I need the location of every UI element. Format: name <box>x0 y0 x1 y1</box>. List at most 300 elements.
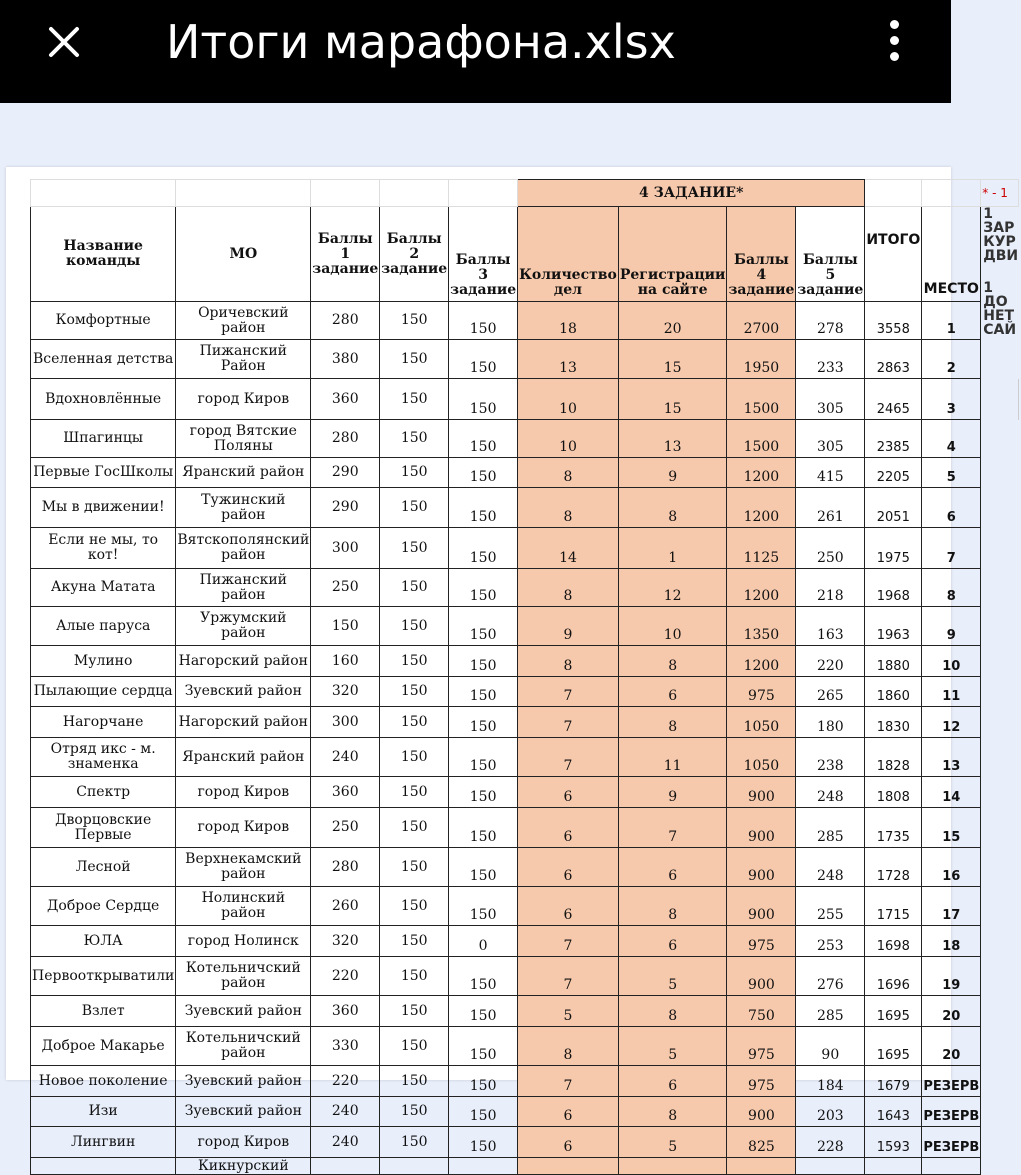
score4-cell[interactable]: 1200 <box>727 488 796 528</box>
place-cell[interactable]: 7 <box>922 528 981 569</box>
mo-cell[interactable]: город Нолинск <box>176 926 311 957</box>
score5-cell[interactable] <box>796 1158 865 1175</box>
count-cell[interactable]: 7 <box>518 1066 619 1097</box>
count-cell[interactable]: 8 <box>518 1027 619 1066</box>
count-cell[interactable]: 5 <box>518 996 619 1027</box>
total-cell[interactable]: 1828 <box>865 738 922 777</box>
score5-cell[interactable]: 415 <box>796 458 865 488</box>
total-cell[interactable]: 2205 <box>865 458 922 488</box>
score4-cell[interactable]: 900 <box>727 777 796 808</box>
team-name-cell[interactable]: Отряд икс - м. знаменка <box>31 738 176 777</box>
score2-cell[interactable]: 150 <box>380 738 449 777</box>
team-name-cell[interactable]: Шпагинцы <box>31 420 176 458</box>
score2-cell[interactable]: 150 <box>380 1066 449 1097</box>
score3-cell[interactable]: 150 <box>449 777 518 808</box>
score2-cell[interactable]: 150 <box>380 302 449 340</box>
mo-cell[interactable]: Зуевский район <box>176 677 311 707</box>
score4-cell[interactable]: 900 <box>727 808 796 848</box>
total-cell[interactable]: 1593 <box>865 1127 922 1158</box>
score1-cell[interactable]: 330 <box>311 1027 380 1066</box>
place-cell[interactable]: 11 <box>922 677 981 707</box>
place-cell[interactable]: 5 <box>922 458 981 488</box>
score3-cell[interactable]: 150 <box>449 488 518 528</box>
place-cell[interactable]: 6 <box>922 488 981 528</box>
mo-cell[interactable]: Кикнурский <box>176 1158 311 1175</box>
score3-cell[interactable]: 150 <box>449 848 518 887</box>
score1-cell[interactable]: 160 <box>311 646 380 677</box>
table-row[interactable] <box>31 646 1021 677</box>
score2-cell[interactable]: 150 <box>380 607 449 646</box>
table-row[interactable] <box>31 777 1021 808</box>
score5-cell[interactable]: 248 <box>796 777 865 808</box>
count-cell[interactable]: 6 <box>518 848 619 887</box>
registrations-cell[interactable]: 6 <box>618 677 727 707</box>
count-cell[interactable] <box>518 1158 619 1175</box>
total-cell[interactable]: 1679 <box>865 1066 922 1097</box>
score3-cell[interactable]: 150 <box>449 379 518 420</box>
score1-cell[interactable]: 360 <box>311 777 380 808</box>
table-row[interactable] <box>31 488 1021 528</box>
score4-cell[interactable]: 1050 <box>727 738 796 777</box>
score1-cell[interactable]: 220 <box>311 957 380 996</box>
score5-cell[interactable]: 218 <box>796 569 865 607</box>
table-row[interactable] <box>31 1158 1021 1175</box>
total-cell[interactable]: 1728 <box>865 848 922 887</box>
score1-cell[interactable]: 290 <box>311 458 380 488</box>
score3-cell[interactable]: 150 <box>449 677 518 707</box>
count-cell[interactable]: 6 <box>518 1127 619 1158</box>
place-cell[interactable]: 20 <box>922 996 981 1027</box>
count-cell[interactable]: 8 <box>518 458 619 488</box>
place-cell[interactable]: 18 <box>922 926 981 957</box>
score3-cell[interactable]: 150 <box>449 302 518 340</box>
registrations-cell[interactable]: 8 <box>618 996 727 1027</box>
table-row[interactable] <box>31 379 1021 420</box>
team-name-cell[interactable] <box>31 1158 176 1175</box>
registrations-cell[interactable]: 8 <box>618 1097 727 1127</box>
team-name-cell[interactable]: Пылающие сердца <box>31 677 176 707</box>
table-row[interactable] <box>31 848 1021 887</box>
score4-cell[interactable]: 975 <box>727 1027 796 1066</box>
registrations-cell[interactable]: 8 <box>618 488 727 528</box>
mo-cell[interactable]: Котельничский район <box>176 957 311 996</box>
score2-cell[interactable]: 150 <box>380 340 449 379</box>
mo-cell[interactable]: Пижанский район <box>176 569 311 607</box>
score5-cell[interactable]: 233 <box>796 340 865 379</box>
score4-cell[interactable]: 750 <box>727 996 796 1027</box>
score2-cell[interactable]: 150 <box>380 1127 449 1158</box>
place-cell[interactable]: 10 <box>922 646 981 677</box>
score3-cell[interactable] <box>449 1158 518 1175</box>
score2-cell[interactable]: 150 <box>380 528 449 569</box>
registrations-cell[interactable]: 7 <box>618 808 727 848</box>
mo-cell[interactable]: Вятскополянский район <box>176 528 311 569</box>
count-cell[interactable]: 10 <box>518 379 619 420</box>
score2-cell[interactable]: 150 <box>380 926 449 957</box>
registrations-cell[interactable]: 12 <box>618 569 727 607</box>
score3-cell[interactable]: 150 <box>449 738 518 777</box>
registrations-cell[interactable]: 9 <box>618 777 727 808</box>
score5-cell[interactable]: 163 <box>796 607 865 646</box>
total-cell[interactable]: 1880 <box>865 646 922 677</box>
score4-cell[interactable]: 1950 <box>727 340 796 379</box>
mo-cell[interactable]: Нолинский район <box>176 887 311 926</box>
table-row[interactable] <box>31 340 1021 379</box>
total-cell[interactable]: 1830 <box>865 707 922 738</box>
place-cell[interactable] <box>922 1158 981 1175</box>
registrations-cell[interactable]: 10 <box>618 607 727 646</box>
score3-cell[interactable]: 150 <box>449 340 518 379</box>
score4-cell[interactable]: 1200 <box>727 458 796 488</box>
registrations-cell[interactable]: 8 <box>618 887 727 926</box>
score3-cell[interactable]: 150 <box>449 1127 518 1158</box>
total-cell[interactable]: 1735 <box>865 808 922 848</box>
count-cell[interactable]: 14 <box>518 528 619 569</box>
score1-cell[interactable]: 320 <box>311 926 380 957</box>
place-cell[interactable]: 15 <box>922 808 981 848</box>
score4-cell[interactable]: 2700 <box>727 302 796 340</box>
count-cell[interactable]: 13 <box>518 340 619 379</box>
team-name-cell[interactable]: Акуна Матата <box>31 569 176 607</box>
score5-cell[interactable]: 261 <box>796 488 865 528</box>
score4-cell[interactable]: 975 <box>727 926 796 957</box>
score2-cell[interactable]: 150 <box>380 777 449 808</box>
score4-cell[interactable]: 1200 <box>727 569 796 607</box>
count-cell[interactable]: 7 <box>518 957 619 996</box>
mo-cell[interactable]: город Киров <box>176 1127 311 1158</box>
score3-cell[interactable]: 150 <box>449 528 518 569</box>
score3-cell[interactable]: 150 <box>449 808 518 848</box>
table-row[interactable] <box>31 528 1021 569</box>
score4-cell[interactable]: 900 <box>727 957 796 996</box>
score2-cell[interactable]: 150 <box>380 957 449 996</box>
total-cell[interactable]: 1695 <box>865 996 922 1027</box>
table-row[interactable] <box>31 1127 1021 1158</box>
score3-cell[interactable]: 150 <box>449 887 518 926</box>
score1-cell[interactable]: 240 <box>311 1097 380 1127</box>
score5-cell[interactable]: 278 <box>796 302 865 340</box>
mo-cell[interactable]: Пижанский Район <box>176 340 311 379</box>
total-cell[interactable]: 1968 <box>865 569 922 607</box>
registrations-cell[interactable]: 11 <box>618 738 727 777</box>
registrations-cell[interactable]: 15 <box>618 340 727 379</box>
score5-cell[interactable]: 305 <box>796 379 865 420</box>
score2-cell[interactable]: 150 <box>380 1097 449 1127</box>
team-name-cell[interactable]: Если не мы, то кот! <box>31 528 176 569</box>
place-cell[interactable]: РЕЗЕРВ <box>922 1097 981 1127</box>
total-cell[interactable]: 1696 <box>865 957 922 996</box>
score2-cell[interactable]: 150 <box>380 420 449 458</box>
team-name-cell[interactable]: Изи <box>31 1097 176 1127</box>
score1-cell[interactable]: 260 <box>311 887 380 926</box>
total-cell[interactable]: 1698 <box>865 926 922 957</box>
registrations-cell[interactable] <box>618 1158 727 1175</box>
score4-cell[interactable] <box>727 1158 796 1175</box>
score4-cell[interactable]: 900 <box>727 887 796 926</box>
team-name-cell[interactable]: Спектр <box>31 777 176 808</box>
mo-cell[interactable]: город Вятские Поляны <box>176 420 311 458</box>
score3-cell[interactable]: 150 <box>449 1066 518 1097</box>
score5-cell[interactable]: 265 <box>796 677 865 707</box>
score3-cell[interactable]: 150 <box>449 957 518 996</box>
place-cell[interactable]: 20 <box>922 1027 981 1066</box>
total-cell[interactable]: 2051 <box>865 488 922 528</box>
score2-cell[interactable] <box>380 1158 449 1175</box>
registrations-cell[interactable]: 20 <box>618 302 727 340</box>
table-row[interactable] <box>31 458 1021 488</box>
team-name-cell[interactable]: Комфортные <box>31 302 176 340</box>
score1-cell[interactable]: 250 <box>311 808 380 848</box>
score1-cell[interactable]: 280 <box>311 420 380 458</box>
score3-cell[interactable]: 150 <box>449 707 518 738</box>
registrations-cell[interactable]: 5 <box>618 1127 727 1158</box>
count-cell[interactable]: 6 <box>518 777 619 808</box>
registrations-cell[interactable]: 15 <box>618 379 727 420</box>
score4-cell[interactable]: 825 <box>727 1127 796 1158</box>
place-cell[interactable]: РЕЗЕРВ <box>922 1127 981 1158</box>
table-row[interactable] <box>31 926 1021 957</box>
count-cell[interactable]: 7 <box>518 926 619 957</box>
total-cell[interactable]: 2465 <box>865 379 922 420</box>
score5-cell[interactable]: 253 <box>796 926 865 957</box>
score1-cell[interactable]: 320 <box>311 677 380 707</box>
score5-cell[interactable]: 90 <box>796 1027 865 1066</box>
registrations-cell[interactable]: 8 <box>618 646 727 677</box>
score3-cell[interactable]: 150 <box>449 607 518 646</box>
score1-cell[interactable]: 300 <box>311 528 380 569</box>
place-cell[interactable]: 8 <box>922 569 981 607</box>
score5-cell[interactable]: 276 <box>796 957 865 996</box>
score3-cell[interactable]: 150 <box>449 646 518 677</box>
registrations-cell[interactable]: 5 <box>618 1027 727 1066</box>
registrations-cell[interactable]: 8 <box>618 707 727 738</box>
team-name-cell[interactable]: Первые ГосШколы <box>31 458 176 488</box>
team-name-cell[interactable]: Алые паруса <box>31 607 176 646</box>
count-cell[interactable]: 7 <box>518 677 619 707</box>
registrations-cell[interactable]: 5 <box>618 957 727 996</box>
score1-cell[interactable]: 280 <box>311 302 380 340</box>
team-name-cell[interactable]: Первооткрыватили <box>31 957 176 996</box>
table-row[interactable] <box>31 887 1021 926</box>
registrations-cell[interactable]: 9 <box>618 458 727 488</box>
score1-cell[interactable]: 380 <box>311 340 380 379</box>
count-cell[interactable]: 8 <box>518 488 619 528</box>
score5-cell[interactable]: 305 <box>796 420 865 458</box>
score2-cell[interactable]: 150 <box>380 808 449 848</box>
spreadsheet-view[interactable] <box>6 167 951 1080</box>
score5-cell[interactable]: 180 <box>796 707 865 738</box>
table-row[interactable] <box>31 707 1021 738</box>
score2-cell[interactable]: 150 <box>380 707 449 738</box>
score3-cell[interactable]: 150 <box>449 996 518 1027</box>
score5-cell[interactable]: 250 <box>796 528 865 569</box>
count-cell[interactable]: 7 <box>518 738 619 777</box>
score3-cell[interactable]: 0 <box>449 926 518 957</box>
place-cell[interactable]: 2 <box>922 340 981 379</box>
total-cell[interactable] <box>865 1158 922 1175</box>
count-cell[interactable]: 8 <box>518 646 619 677</box>
score2-cell[interactable]: 150 <box>380 996 449 1027</box>
score5-cell[interactable]: 238 <box>796 738 865 777</box>
count-cell[interactable]: 18 <box>518 302 619 340</box>
place-cell[interactable]: 9 <box>922 607 981 646</box>
score4-cell[interactable]: 1200 <box>727 646 796 677</box>
score4-cell[interactable]: 1125 <box>727 528 796 569</box>
score3-cell[interactable]: 150 <box>449 420 518 458</box>
team-name-cell[interactable]: Взлет <box>31 996 176 1027</box>
mo-cell[interactable]: Уржумский район <box>176 607 311 646</box>
place-cell[interactable]: 17 <box>922 887 981 926</box>
place-cell[interactable]: 12 <box>922 707 981 738</box>
total-cell[interactable]: 1715 <box>865 887 922 926</box>
team-name-cell[interactable]: Мы в движении! <box>31 488 176 528</box>
team-name-cell[interactable]: Новое поколение <box>31 1066 176 1097</box>
score4-cell[interactable]: 1050 <box>727 707 796 738</box>
total-cell[interactable]: 1808 <box>865 777 922 808</box>
place-cell[interactable]: 16 <box>922 848 981 887</box>
more-vertical-icon[interactable] <box>880 18 910 64</box>
score1-cell[interactable] <box>311 1158 380 1175</box>
mo-cell[interactable]: Оричевский район <box>176 302 311 340</box>
team-name-cell[interactable]: Лингвин <box>31 1127 176 1158</box>
count-cell[interactable]: 10 <box>518 420 619 458</box>
team-name-cell[interactable]: Доброе Сердце <box>31 887 176 926</box>
score3-cell[interactable]: 150 <box>449 1027 518 1066</box>
mo-cell[interactable]: город Киров <box>176 777 311 808</box>
score1-cell[interactable]: 360 <box>311 379 380 420</box>
score5-cell[interactable]: 184 <box>796 1066 865 1097</box>
team-name-cell[interactable]: Дворцовские Первые <box>31 808 176 848</box>
score2-cell[interactable]: 150 <box>380 569 449 607</box>
score1-cell[interactable]: 250 <box>311 569 380 607</box>
score4-cell[interactable]: 1350 <box>727 607 796 646</box>
place-cell[interactable]: РЕЗЕРВ <box>922 1066 981 1097</box>
count-cell[interactable]: 7 <box>518 707 619 738</box>
mo-cell[interactable]: Нагорский район <box>176 707 311 738</box>
score1-cell[interactable]: 220 <box>311 1066 380 1097</box>
mo-cell[interactable]: Верхнекамский район <box>176 848 311 887</box>
count-cell[interactable]: 9 <box>518 607 619 646</box>
team-name-cell[interactable]: Мулино <box>31 646 176 677</box>
score5-cell[interactable]: 285 <box>796 996 865 1027</box>
total-cell[interactable]: 3558 <box>865 302 922 340</box>
table-row[interactable] <box>31 302 1021 340</box>
team-name-cell[interactable]: Нагорчане <box>31 707 176 738</box>
registrations-cell[interactable]: 13 <box>618 420 727 458</box>
score5-cell[interactable]: 228 <box>796 1127 865 1158</box>
total-cell[interactable]: 1975 <box>865 528 922 569</box>
count-cell[interactable]: 6 <box>518 887 619 926</box>
score1-cell[interactable]: 240 <box>311 738 380 777</box>
score4-cell[interactable]: 900 <box>727 848 796 887</box>
registrations-cell[interactable]: 6 <box>618 848 727 887</box>
score2-cell[interactable]: 150 <box>380 1027 449 1066</box>
score1-cell[interactable]: 150 <box>311 607 380 646</box>
score2-cell[interactable]: 150 <box>380 848 449 887</box>
score1-cell[interactable]: 280 <box>311 848 380 887</box>
score3-cell[interactable]: 150 <box>449 1097 518 1127</box>
score2-cell[interactable]: 150 <box>380 887 449 926</box>
score2-cell[interactable]: 150 <box>380 379 449 420</box>
score1-cell[interactable]: 300 <box>311 707 380 738</box>
registrations-cell[interactable]: 6 <box>618 1066 727 1097</box>
place-cell[interactable]: 19 <box>922 957 981 996</box>
team-name-cell[interactable]: Лесной <box>31 848 176 887</box>
count-cell[interactable]: 8 <box>518 569 619 607</box>
mo-cell[interactable]: Яранский район <box>176 738 311 777</box>
team-name-cell[interactable]: Вселенная детства <box>31 340 176 379</box>
team-name-cell[interactable]: Вдохновлённые <box>31 379 176 420</box>
mo-cell[interactable]: город Киров <box>176 808 311 848</box>
total-cell[interactable]: 1860 <box>865 677 922 707</box>
score1-cell[interactable]: 240 <box>311 1127 380 1158</box>
score2-cell[interactable]: 150 <box>380 646 449 677</box>
mo-cell[interactable]: Зуевский район <box>176 1066 311 1097</box>
mo-cell[interactable]: город Киров <box>176 379 311 420</box>
team-name-cell[interactable]: ЮЛА <box>31 926 176 957</box>
team-name-cell[interactable]: Доброе Макарье <box>31 1027 176 1066</box>
score3-cell[interactable]: 150 <box>449 569 518 607</box>
count-cell[interactable]: 6 <box>518 808 619 848</box>
place-cell[interactable]: 13 <box>922 738 981 777</box>
score4-cell[interactable]: 975 <box>727 1066 796 1097</box>
place-cell[interactable]: 14 <box>922 777 981 808</box>
registrations-cell[interactable]: 6 <box>618 926 727 957</box>
table-row[interactable] <box>31 738 1021 777</box>
score5-cell[interactable]: 285 <box>796 808 865 848</box>
registrations-cell[interactable]: 1 <box>618 528 727 569</box>
mo-cell[interactable]: Зуевский район <box>176 1097 311 1127</box>
total-cell[interactable]: 1695 <box>865 1027 922 1066</box>
score5-cell[interactable]: 220 <box>796 646 865 677</box>
mo-cell[interactable]: Зуевский район <box>176 996 311 1027</box>
table-row[interactable] <box>31 808 1021 848</box>
place-cell[interactable]: 1 <box>922 302 981 340</box>
table-row[interactable] <box>31 677 1021 707</box>
score5-cell[interactable]: 203 <box>796 1097 865 1127</box>
score4-cell[interactable]: 1500 <box>727 420 796 458</box>
table-row[interactable] <box>31 1027 1021 1066</box>
table-row[interactable] <box>31 420 1021 458</box>
count-cell[interactable]: 6 <box>518 1097 619 1127</box>
place-cell[interactable]: 4 <box>922 420 981 458</box>
score3-cell[interactable]: 150 <box>449 458 518 488</box>
table-row[interactable] <box>31 957 1021 996</box>
table-row[interactable] <box>31 607 1021 646</box>
score1-cell[interactable]: 360 <box>311 996 380 1027</box>
score4-cell[interactable]: 1500 <box>727 379 796 420</box>
score2-cell[interactable]: 150 <box>380 488 449 528</box>
table-row[interactable] <box>31 1066 1021 1097</box>
table-row[interactable] <box>31 996 1021 1027</box>
table-row[interactable] <box>31 569 1021 607</box>
score2-cell[interactable]: 150 <box>380 458 449 488</box>
total-cell[interactable]: 2385 <box>865 420 922 458</box>
mo-cell[interactable]: Яранский район <box>176 458 311 488</box>
close-button[interactable] <box>44 22 84 62</box>
total-cell[interactable]: 1963 <box>865 607 922 646</box>
score4-cell[interactable]: 975 <box>727 677 796 707</box>
score1-cell[interactable]: 290 <box>311 488 380 528</box>
table-row[interactable] <box>31 1097 1021 1127</box>
total-cell[interactable]: 1643 <box>865 1097 922 1127</box>
score5-cell[interactable]: 248 <box>796 848 865 887</box>
score2-cell[interactable]: 150 <box>380 677 449 707</box>
mo-cell[interactable]: Котельничский район <box>176 1027 311 1066</box>
score5-cell[interactable]: 255 <box>796 887 865 926</box>
mo-cell[interactable]: Нагорский район <box>176 646 311 677</box>
total-cell[interactable]: 2863 <box>865 340 922 379</box>
